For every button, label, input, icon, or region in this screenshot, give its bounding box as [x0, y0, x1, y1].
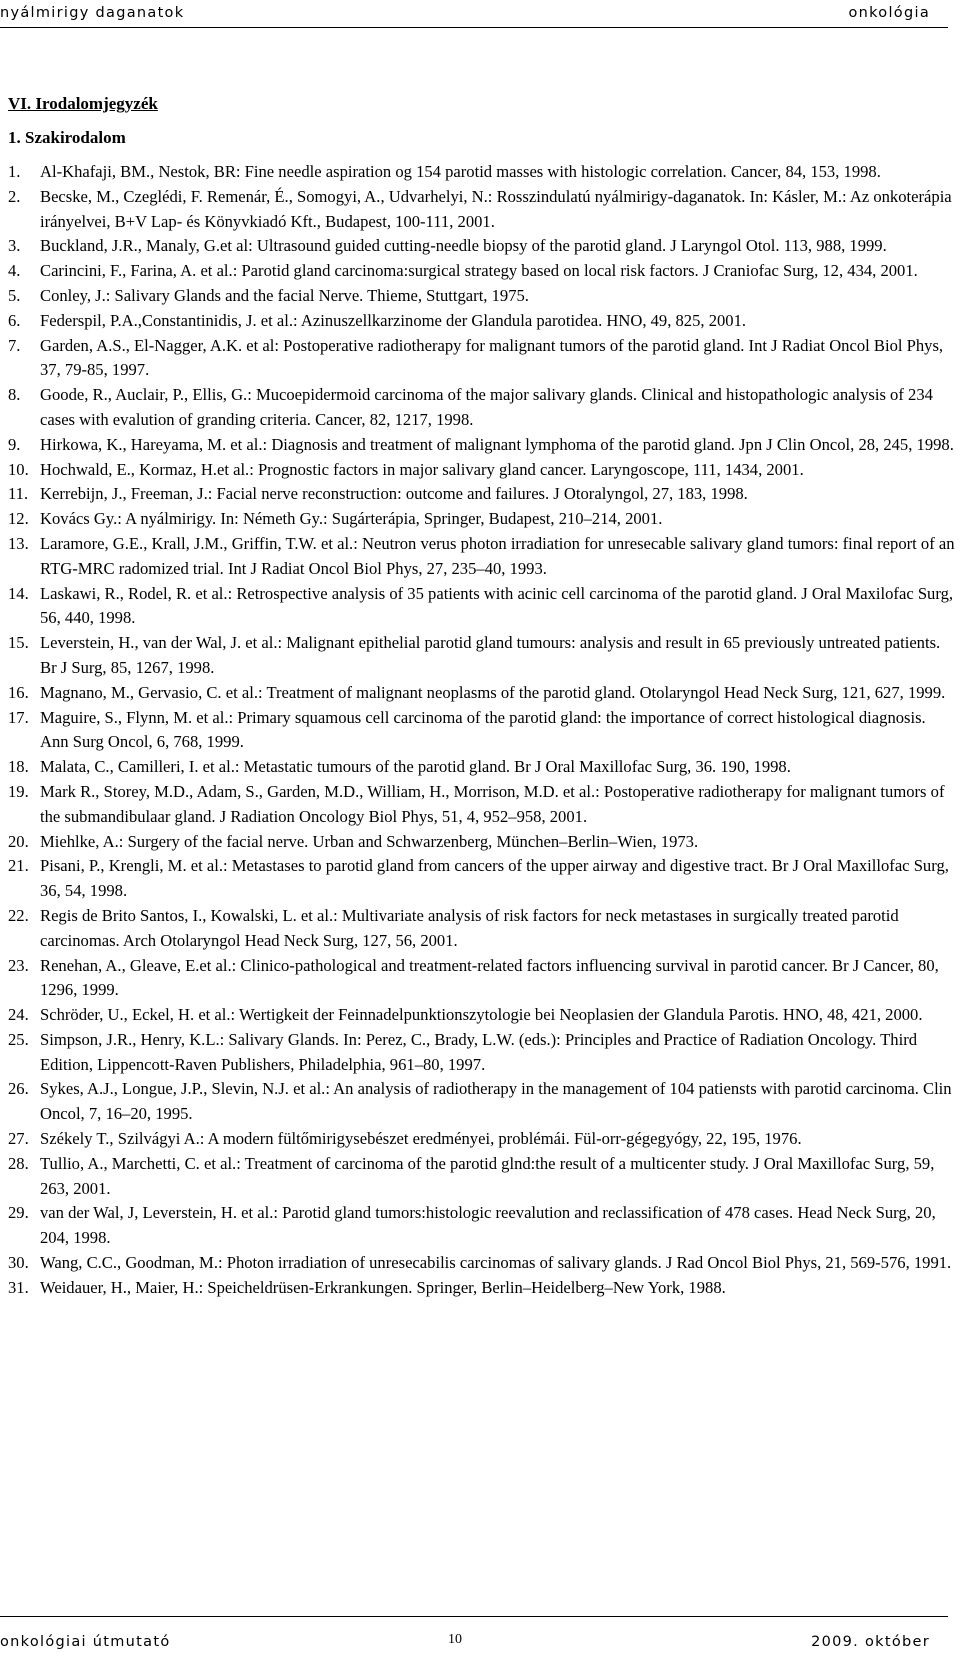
footer-rule: [0, 1616, 948, 1617]
reference-number: 6.: [8, 310, 21, 330]
reference-text: Leverstein, H., van der Wal, J. et al.: Malignant epithelial parotid gland tumours: analysis and result in 65 previously untreated patients. Br J Surg, 85, 1267, 1998.: [40, 633, 941, 677]
reference-text: Garden, A.S., El-Nagger, A.K. et al: Postoperative radiotherapy for malignant tumors of the parotid gland. Int J Radiat Oncol Biol Phys, 37, 79-85, 1997.: [40, 335, 944, 380]
reference-item: [8, 433, 956, 458]
reference-text: Schröder, U., Eckel, H. et al.: Wertigkeit der Feinnadelpunktionszytologie bei Neoplasien der Glandula Parotis. HNO, 48, 421, 2000.: [40, 1005, 923, 1025]
header-right: onkológia: [848, 5, 930, 21]
reference-item: [8, 681, 956, 706]
reference-item: [8, 631, 956, 681]
page-number: 10: [448, 1632, 462, 1647]
reference-number: 23.: [8, 955, 29, 975]
reference-item: [8, 482, 956, 507]
reference-number: 29.: [8, 1203, 29, 1223]
reference-number: 7.: [8, 335, 21, 355]
reference-item: [8, 755, 956, 780]
header-rule: [0, 27, 948, 28]
reference-number: 1.: [8, 162, 21, 181]
reference-number: 18.: [8, 757, 29, 777]
reference-item: [8, 284, 956, 309]
reference-number: 25.: [8, 1029, 29, 1049]
reference-number: 13.: [8, 533, 29, 553]
reference-item: [8, 904, 956, 954]
reference-text: Mark R., Storey, M.D., Adam, S., Garden, M.D., William, H., Morrison, M.D. et al.: Postoperative radiotherapy for malignant tumors of the submandibulaar gland. J Radiation Oncology Biol Phys, 51, 4, 952–958, 2001.: [40, 781, 945, 826]
reference-text: Laramore, G.E., Krall, J.M., Griffin, T.W. et al.: Neutron verus photon irradiation for unresecable salivary gland tumors: final report of an RTG-MRC radomized trial. Int J Radiat Oncol Biol Phys, 27, 235–40, 1993.: [40, 533, 955, 578]
reference-number: 5.: [8, 285, 21, 305]
reference-text: Regis de Brito Santos, I., Kowalski, L. et al.: Multivariate analysis of risk factors for neck metastases in surgically treated parotid carcinomas. Arch Otolaryngol Head Neck Surg, 127, 56, 2001.: [40, 905, 899, 950]
reference-item: [8, 1152, 956, 1202]
reference-text: Malata, C., Camilleri, I. et al.: Metastatic tumours of the parotid gland. Br J Oral Maxillofac Surg, 36. 190, 1998.: [40, 757, 791, 777]
reference-number: 26.: [8, 1079, 29, 1099]
reference-item: [8, 458, 956, 483]
reference-text: Carincini, F., Farina, A. et al.: Parotid gland carcinoma:surgical strategy based on local risk factors. J Craniofac Surg, 12, 434, 2001.: [40, 261, 918, 281]
reference-text: Miehlke, A.: Surgery of the facial nerve. Urban and Schwarzenberg, München–Berlin–Wien, 1973.: [40, 831, 699, 851]
reference-item: [8, 1251, 956, 1276]
reference-item: [8, 830, 956, 855]
page-header: [0, 0, 960, 30]
reference-number: 12.: [8, 509, 29, 529]
reference-text: Kovács Gy.: A nyálmirigy. In: Németh Gy.: Sugárterápia, Springer, Budapest, 210–214, 2001.: [40, 509, 663, 529]
footer-right: 2009. október: [811, 1634, 930, 1650]
reference-item: [8, 1276, 956, 1301]
reference-text: Pisani, P., Krengli, M. et al.: Metastases to parotid gland from cancers of the upper airway and digestive tract. Br J Oral Maxillofac Surg, 36, 54, 1998.: [40, 856, 949, 901]
footer-left: onkológiai útmutató: [0, 1634, 171, 1650]
reference-text: van der Wal, J, Leverstein, H. et al.: Parotid gland tumors:histologic reevalution and reclassification of 478 cases. Head Neck Surg, 20, 204, 1998.: [40, 1203, 936, 1248]
reference-item: [8, 383, 956, 433]
reference-number: 31.: [8, 1277, 29, 1297]
reference-text: Simpson, J.R., Henry, K.L.: Salivary Glands. In: Perez, C., Brady, L.W. (eds.): Principles and Practice of Radiation Oncology. Third Edition, Lippencott-Raven Publishers, Philadelphia, 961–80, 1997.: [40, 1029, 918, 1074]
reference-item: [8, 854, 956, 904]
reference-item: [8, 185, 956, 235]
reference-text: Conley, J.: Salivary Glands and the facial Nerve. Thieme, Stuttgart, 1975.: [40, 285, 529, 305]
reference-text: Becske, M., Czeglédi, F. Remenár, É., Somogyi, A., Udvarhelyi, N.: Rosszindulatú nyálmirigy-daganatok. In: Kásler, M.: Az onkoterápia irányelvei, B+V Lap- és Könyvkiadó Kft., Budapest, 100-111, 2001.: [40, 186, 952, 231]
reference-number: 11.: [8, 484, 29, 504]
reference-number: 8.: [8, 385, 21, 405]
reference-text: Maguire, S., Flynn, M. et al.: Primary squamous cell carcinoma of the parotid gland: the importance of correct histological diagnosis. Ann Surg Oncol, 6, 768, 1999.: [40, 707, 926, 752]
reference-text: Goode, R., Auclair, P., Ellis, G.: Mucoepidermoid carcinoma of the major salivary glands. Clinical and histopathologic analysis of 234 cases with evalution of granding criteria. Cancer, 82, 1217, 1998.: [40, 385, 933, 429]
subsection-title: 1. Szakirodalom: [8, 128, 126, 147]
reference-text: Székely T., Szilvágyi A.: A modern fültőmirigysebészet eredményei, problémái. Fül-orr-gégegyógy, 22, 195, 1976.: [40, 1129, 802, 1149]
reference-text: Hochwald, E., Kormaz, H.et al.: Prognostic factors in major salivary gland cancer. Laryngoscope, 111, 1434, 2001.: [40, 459, 804, 479]
reference-item: [8, 507, 956, 532]
reference-text: Magnano, M., Gervasio, C. et al.: Treatment of malignant neoplasms of the parotid gland. Otolaryngol Head Neck Surg, 121, 627, 1999.: [40, 682, 946, 702]
reference-number: 2.: [8, 186, 21, 206]
page-footer: [0, 1616, 960, 1658]
header-left: nyálmirigy daganatok: [0, 5, 185, 21]
reference-number: 22.: [8, 905, 29, 925]
reference-item: [8, 1028, 956, 1078]
reference-number: 21.: [8, 856, 29, 876]
reference-number: 19.: [8, 781, 29, 801]
reference-text: Weidauer, H., Maier, H.: Speicheldrüsen-Erkrankungen. Springer, Berlin–Heidelberg–New York, 1988.: [40, 1277, 726, 1297]
reference-text: Sykes, A.J., Longue, J.P., Slevin, N.J. et al.: An analysis of radiotherapy in the management of 104 patiensts with parotid carcinoma. Clin Oncol, 7, 16–20, 1995.: [40, 1079, 952, 1124]
reference-number: 14.: [8, 583, 29, 603]
reference-item: [8, 1003, 956, 1028]
reference-item: [8, 160, 956, 185]
reference-text: Buckland, J.R., Manaly, G.et al: Ultrasound guided cutting-needle biopsy of the parotid gland. J Laryngol Otol. 113, 988, 1999.: [40, 236, 887, 256]
reference-text: Al-Khafaji, BM., Nestok, BR: Fine needle aspiration og 154 parotid masses with histologic correlation. Cancer, 84, 153, 1998.: [40, 162, 881, 181]
reference-number: 20.: [8, 831, 29, 851]
reference-item: [8, 1201, 956, 1251]
reference-number: 15.: [8, 633, 29, 653]
reference-item: [8, 1127, 956, 1152]
reference-text: Hirkowa, K., Hareyama, M. et al.: Diagnosis and treatment of malignant lymphoma of the parotid gland. Jpn J Clin Oncol, 28, 245, 1998.: [40, 434, 954, 454]
reference-item: [8, 334, 956, 384]
reference-item: [8, 1077, 956, 1127]
section-title: VI. Irodalomjegyzék: [8, 94, 158, 113]
reference-item: [8, 309, 956, 334]
reference-text: Wang, C.C., Goodman, M.: Photon irradiation of unresecabilis carcinomas of salivary glands. J Rad Oncol Biol Phys, 21, 569-576, 1991.: [40, 1253, 952, 1273]
reference-text: Renehan, A., Gleave, E.et al.: Clinico-pathological and treatment-related factors influencing survival in parotid cancer. Br J Cancer, 80, 1296, 1999.: [40, 955, 939, 1000]
reference-item: [8, 532, 956, 582]
reference-item: [8, 780, 956, 830]
reference-item: [8, 954, 956, 1004]
reference-number: 10.: [8, 459, 29, 479]
reference-item: [8, 706, 956, 756]
reference-number: 17.: [8, 707, 29, 727]
reference-number: 4.: [8, 261, 21, 281]
reference-item: [8, 259, 956, 284]
reference-text: Federspil, P.A.,Constantinidis, J. et al.: Azinuszellkarzinome der Glandula parotidea. HNO, 49, 825, 2001.: [40, 310, 747, 330]
reference-number: 9.: [8, 434, 21, 454]
reference-number: 3.: [8, 236, 21, 256]
reference-text: Kerrebijn, J., Freeman, J.: Facial nerve reconstruction: outcome and failures. J Otoralyngol, 27, 183, 1998.: [40, 484, 748, 504]
reference-number: 16.: [8, 682, 29, 702]
reference-number: 30.: [8, 1253, 29, 1273]
reference-number: 27.: [8, 1129, 29, 1149]
reference-text: Tullio, A., Marchetti, C. et al.: Treatment of carcinoma of the parotid glnd:the result of a multicenter study. J Oral Maxillofac Surg, 59, 263, 2001.: [40, 1153, 935, 1198]
reference-number: 24.: [8, 1005, 29, 1025]
reference-item: [8, 582, 956, 632]
reference-number: 28.: [8, 1153, 29, 1173]
reference-list: [8, 160, 956, 1301]
reference-text: Laskawi, R., Rodel, R. et al.: Retrospective analysis of 35 patients with acinic cell carcinoma of the parotid gland. J Oral Maxilofac Surg, 56, 440, 1998.: [40, 583, 954, 628]
reference-item: [8, 234, 956, 259]
